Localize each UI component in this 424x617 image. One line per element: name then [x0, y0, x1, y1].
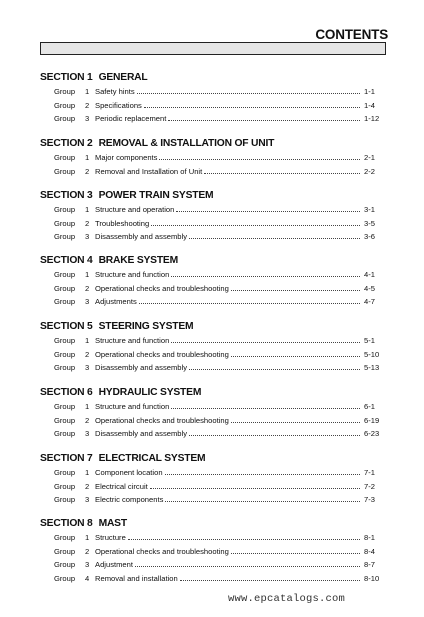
section-label: SECTION 1 [40, 72, 93, 83]
section-2 [40, 137, 386, 178]
group-label: Group [54, 573, 76, 583]
section-4 [40, 254, 386, 309]
page-number: 1-4 [364, 100, 375, 110]
section-name: BRAKE SYSTEM [98, 255, 178, 266]
toc-entry[interactable] [40, 334, 386, 348]
dot-leader [128, 539, 360, 540]
dot-leader [231, 290, 360, 291]
group-number: 3 [85, 495, 90, 505]
group-label: Group [54, 166, 76, 176]
dot-leader [171, 408, 360, 409]
page-number: 1-1 [364, 87, 375, 96]
group-label: Group [54, 297, 76, 307]
group-number: 2 [85, 100, 90, 110]
group-label: Group [54, 232, 76, 242]
group-number: 2 [85, 546, 90, 556]
page-number: 7-2 [364, 481, 375, 491]
group-number: 2 [85, 166, 90, 176]
section-title [40, 452, 386, 466]
dot-leader [189, 238, 360, 239]
page-number: 5-13 [364, 363, 380, 373]
section-5 [40, 320, 386, 375]
entry-title: Disassembly and assembly [95, 363, 188, 373]
page-number: 2-1 [364, 153, 375, 162]
toc-entry[interactable] [40, 165, 386, 179]
entry-title: Disassembly and assembly [95, 232, 188, 242]
group-label: Group [54, 270, 76, 279]
page-number: 8-4 [364, 546, 375, 556]
section-title [40, 517, 386, 531]
title-bar [40, 42, 386, 55]
section-label: SECTION 4 [40, 255, 93, 266]
group-label: Group [54, 100, 76, 110]
section-8 [40, 517, 386, 585]
page-number: 7-3 [364, 495, 375, 505]
entry-title: Electric components [95, 495, 164, 505]
toc-entry[interactable] [40, 545, 386, 559]
toc-entry[interactable] [40, 361, 386, 375]
section-label: SECTION 6 [40, 387, 93, 398]
section-name: REMOVAL & INSTALLATION OF UNIT [98, 138, 275, 149]
group-number: 1 [85, 402, 90, 411]
group-label: Group [54, 363, 76, 373]
group-number: 3 [85, 560, 90, 570]
dot-leader [135, 566, 360, 567]
group-number: 1 [85, 87, 90, 96]
section-label: SECTION 2 [40, 138, 93, 149]
group-label: Group [54, 468, 76, 477]
group-label: Group [54, 429, 76, 439]
section-label: SECTION 7 [40, 453, 93, 464]
page-number: 5-10 [364, 349, 380, 359]
toc-entry[interactable] [40, 493, 386, 507]
page-number: 5-1 [364, 336, 375, 345]
page-number: 7-1 [364, 468, 375, 477]
entry-title: Structure and function [95, 270, 170, 279]
toc-entry[interactable] [40, 85, 386, 99]
toc-entry[interactable] [40, 414, 386, 428]
entry-title: Removal and installation [95, 573, 178, 583]
group-label: Group [54, 336, 76, 345]
entry-title: Disassembly and assembly [95, 429, 188, 439]
entry-title: Removal and Installation of Unit [95, 166, 203, 176]
group-number: 3 [85, 429, 90, 439]
toc-entry[interactable] [40, 480, 386, 494]
dot-leader [139, 303, 360, 304]
page-number: 2-2 [364, 166, 375, 176]
group-label: Group [54, 546, 76, 556]
entry-title: Operational checks and troubleshooting [95, 415, 229, 425]
group-label: Group [54, 415, 76, 425]
entry-title: Major components [95, 153, 158, 162]
toc-entry[interactable] [40, 348, 386, 362]
dot-leader [168, 120, 360, 121]
dot-leader [151, 225, 360, 226]
group-label: Group [54, 87, 76, 96]
group-number: 3 [85, 363, 90, 373]
toc-entry[interactable] [40, 558, 386, 572]
group-number: 1 [85, 205, 90, 214]
group-number: 2 [85, 349, 90, 359]
page-number: 8-1 [364, 533, 375, 542]
page-number: 4-7 [364, 297, 375, 307]
toc-entry[interactable] [40, 531, 386, 545]
group-label: Group [54, 533, 76, 542]
group-number: 3 [85, 114, 90, 124]
group-label: Group [54, 402, 76, 411]
entry-title: Electrical circuit [95, 481, 148, 491]
page-number: 8-10 [364, 573, 380, 583]
entry-title: Operational checks and troubleshooting [95, 546, 229, 556]
page-title: CONTENTS [315, 27, 388, 42]
entry-title: Safety hints [95, 87, 135, 96]
dot-leader [204, 173, 360, 174]
entry-title: Periodic replacement [95, 114, 167, 124]
page-number: 4-1 [364, 270, 375, 279]
toc-entry[interactable] [40, 203, 386, 217]
entry-title: Structure and function [95, 336, 170, 345]
entry-title: Structure and function [95, 402, 170, 411]
group-number: 1 [85, 270, 90, 279]
group-number: 3 [85, 232, 90, 242]
entry-title: Adjustment [95, 560, 133, 570]
dot-leader [189, 435, 360, 436]
dot-leader [137, 93, 360, 94]
entry-title: Troubleshooting [95, 218, 150, 228]
group-number: 2 [85, 283, 90, 293]
section-label: SECTION 8 [40, 518, 93, 529]
page-number: 6-19 [364, 415, 380, 425]
section-label: SECTION 3 [40, 190, 93, 201]
group-label: Group [54, 349, 76, 359]
group-label: Group [54, 153, 76, 162]
section-1 [40, 71, 386, 126]
group-number: 1 [85, 533, 90, 542]
page-number: 3-6 [364, 232, 375, 242]
entry-title: Operational checks and troubleshooting [95, 349, 229, 359]
section-title [40, 254, 386, 268]
toc-entry[interactable] [40, 427, 386, 441]
page-number: 4-5 [364, 283, 375, 293]
group-number: 4 [85, 573, 90, 583]
toc-entry[interactable] [40, 466, 386, 480]
page-number: 6-1 [364, 402, 375, 411]
group-number: 1 [85, 336, 90, 345]
group-label: Group [54, 560, 76, 570]
section-name: POWER TRAIN SYSTEM [98, 190, 214, 201]
dot-leader [159, 159, 360, 160]
group-label: Group [54, 283, 76, 293]
dot-leader [176, 211, 360, 212]
group-number: 1 [85, 468, 90, 477]
section-name: HYDRAULIC SYSTEM [98, 387, 202, 398]
entry-title: Specifications [95, 100, 142, 110]
toc-entry[interactable] [40, 217, 386, 231]
section-title [40, 189, 386, 203]
toc-entry[interactable] [40, 230, 386, 244]
entry-title: Structure [95, 533, 126, 542]
group-number: 2 [85, 415, 90, 425]
dot-leader [165, 474, 360, 475]
dot-leader [189, 369, 360, 370]
section-name: MAST [98, 518, 127, 529]
dot-leader [150, 488, 360, 489]
section-name: STEERING SYSTEM [98, 321, 194, 332]
section-title [40, 386, 386, 400]
page-number: 1-12 [364, 114, 380, 124]
dot-leader [231, 553, 360, 554]
page-number: 3-5 [364, 218, 375, 228]
toc-entry[interactable] [40, 151, 386, 165]
toc-entry[interactable] [40, 295, 386, 309]
group-label: Group [54, 114, 76, 124]
dot-leader [231, 422, 360, 423]
entry-title: Structure and operation [95, 205, 175, 214]
entry-title: Operational checks and troubleshooting [95, 283, 229, 293]
dot-leader [180, 580, 360, 581]
section-label: SECTION 5 [40, 321, 93, 332]
dot-leader [144, 107, 360, 108]
toc-entry[interactable] [40, 268, 386, 282]
section-7 [40, 452, 386, 507]
toc-entry[interactable] [40, 99, 386, 113]
toc-entry[interactable] [40, 572, 386, 586]
section-3 [40, 189, 386, 244]
dot-leader [171, 342, 360, 343]
group-label: Group [54, 481, 76, 491]
dot-leader [171, 276, 360, 277]
section-title [40, 71, 386, 85]
page-number: 6-23 [364, 429, 380, 439]
watermark-url: www.epcatalogs.com [228, 593, 346, 605]
page-number: 8-7 [364, 560, 375, 570]
dot-leader [165, 501, 360, 502]
section-6 [40, 386, 386, 441]
group-label: Group [54, 495, 76, 505]
group-label: Group [54, 205, 76, 214]
section-name: GENERAL [98, 72, 148, 83]
toc-entry[interactable] [40, 112, 386, 126]
section-title [40, 320, 386, 334]
toc-entry[interactable] [40, 400, 386, 414]
group-label: Group [54, 218, 76, 228]
group-number: 3 [85, 297, 90, 307]
group-number: 1 [85, 153, 90, 162]
entry-title: Component location [95, 468, 163, 477]
section-title [40, 137, 386, 151]
group-number: 2 [85, 481, 90, 491]
dot-leader [231, 356, 360, 357]
group-number: 2 [85, 218, 90, 228]
page-number: 3-1 [364, 205, 375, 214]
section-name: ELECTRICAL SYSTEM [98, 453, 206, 464]
toc-entry[interactable] [40, 282, 386, 296]
entry-title: Adjustments [95, 297, 137, 307]
